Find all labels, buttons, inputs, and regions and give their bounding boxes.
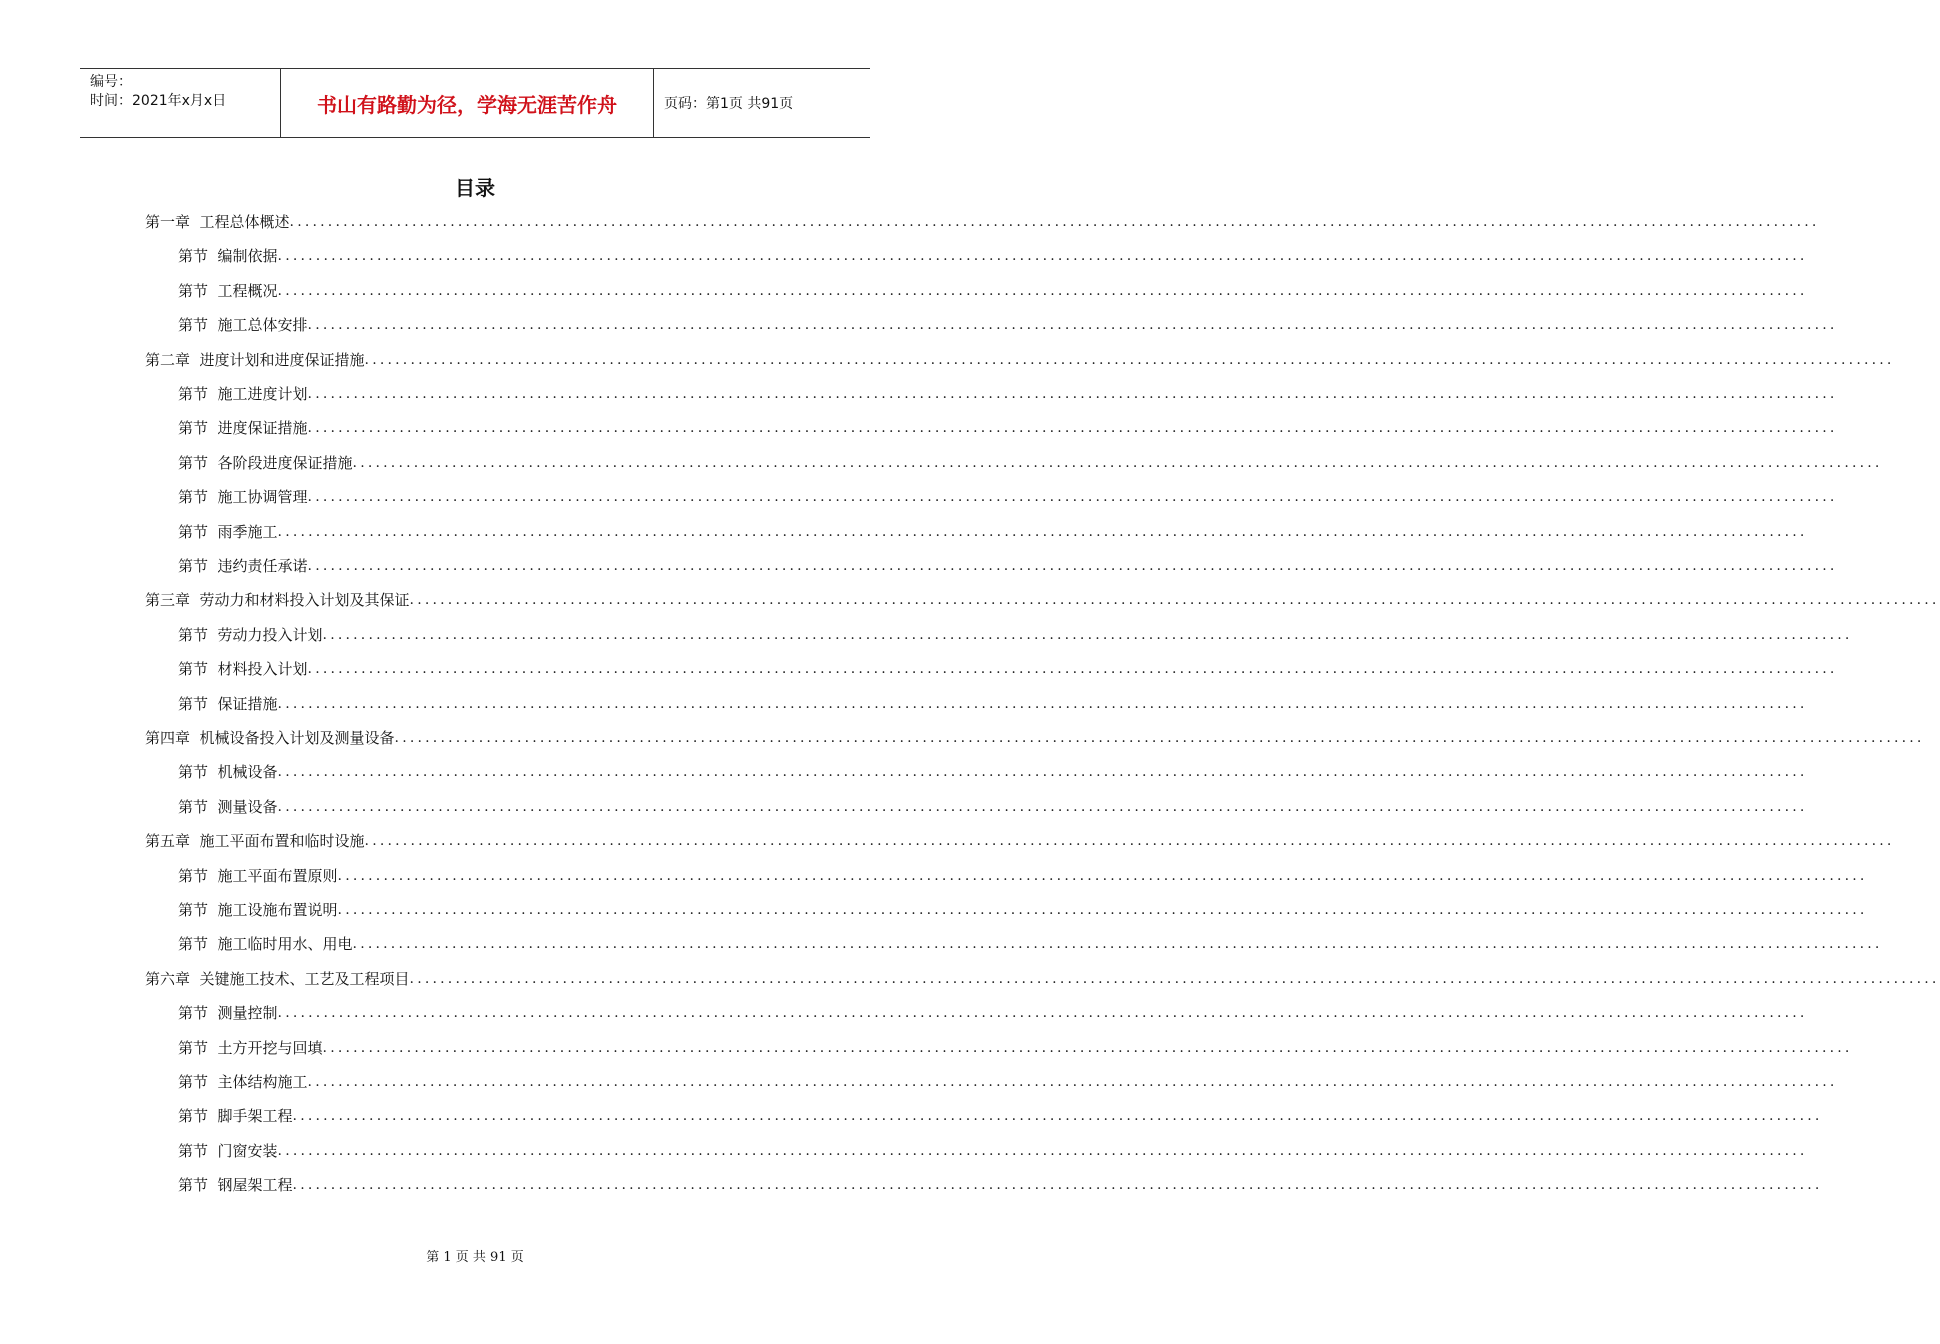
toc-dot-leader: ........................................................................................................................................................................................................ [277,248,1808,265]
toc-section-entry[interactable] [178,928,1883,954]
toc-entry-text: 第节 保证措施 [178,694,278,713]
toc-dot-leader: ........................................................................................................................................................................................................ [307,558,1838,574]
toc-dot-leader: ........................................................................................................................................................................................................ [322,1039,1853,1056]
toc-entry-text: 第五章 施工平面布置和临时设施 [145,832,365,851]
toc-section-entry[interactable] [178,619,1853,645]
header-page-info: 页码：第1页 共91页 [664,96,794,112]
toc-entry-text: 第节 劳动力投入计划 [178,625,323,644]
toc-section-entry[interactable] [178,550,1838,576]
toc-dot-leader: ........................................................................................................................................................................................................ [307,317,1838,334]
toc-chapter-entry[interactable] [145,963,1940,989]
toc-entry-text: 第三章 劳动力和材料投入计划及其保证 [145,591,410,610]
toc-entry-text: 第节 脚手架工程 [178,1107,293,1126]
toc-dot-leader: ........................................................................................................................................................................................................ [277,282,1808,299]
toc-dot-leader: ........................................................................................................................................................................................................ [364,351,1895,368]
toc-entry-text: 第节 门窗安装 [178,1141,278,1160]
toc-section-entry[interactable] [178,447,1883,473]
toc-chapter-entry[interactable] [145,344,1895,370]
toc-section-entry[interactable] [178,481,1838,507]
document-time-label: 时间：2021年x月x日 [90,93,227,109]
toc-dot-leader: ........................................................................................................................................................................................................ [307,661,1838,678]
toc-dot-leader: ........................................................................................................................................................................................................ [352,936,1883,953]
toc-dot-leader: ........................................................................................................................................................................................................ [352,454,1883,471]
toc-dot-leader: ........................................................................................................................................................................................................ [292,1177,1823,1194]
toc-dot-leader: ........................................................................................................................................................................................................ [277,798,1808,815]
toc-entry-text: 第节 主体结构施工 [178,1073,308,1091]
toc-section-entry[interactable] [178,1032,1853,1058]
toc-dot-leader: ........................................................................................................................................................................................................ [307,386,1838,402]
toc-dot-leader: ........................................................................................................................................................................................................ [307,489,1838,506]
toc-title: 目录 [455,176,495,200]
toc-entry-text: 第节 编制依据 [178,247,278,266]
toc-entry-text: 第节 施工进度计划 [178,385,308,403]
toc-entry-text: 第六章 关键施工技术、工艺及工程项目 [145,969,410,988]
toc-dot-leader: ........................................................................................................................................................................................................ [322,626,1853,643]
toc-dot-leader: ........................................................................................................................................................................................................ [277,523,1808,540]
toc-entry-text: 第节 钢屋架工程 [178,1176,293,1195]
toc-dot-leader: ........................................................................................................................................................................................................ [394,730,1925,746]
toc-dot-leader: ........................................................................................................................................................................................................ [292,1108,1823,1125]
toc-entry-text: 第节 工程概况 [178,281,278,300]
toc-entry-text: 第四章 机械设备投入计划及测量设备 [145,729,395,747]
toc-dot-leader: ........................................................................................................................................................................................................ [337,902,1868,918]
toc-section-entry[interactable] [178,1100,1823,1126]
toc-entry-text: 第节 违约责任承诺 [178,557,308,575]
toc-section-entry[interactable] [178,997,1808,1023]
toc-chapter-entry[interactable] [145,206,1820,232]
toc-dot-leader: ........................................................................................................................................................................................................ [409,970,1940,987]
toc-entry-text: 第节 机械设备 [178,763,278,782]
toc-chapter-entry[interactable] [145,825,1895,851]
toc-section-entry[interactable] [178,516,1808,542]
toc-entry-text: 第节 施工平面布置原则 [178,866,338,885]
toc-entry-text: 第节 各阶段进度保证措施 [178,453,353,472]
toc-entry-text: 第节 土方开挖与回填 [178,1038,323,1057]
toc-dot-leader: ........................................................................................................................................................................................................ [289,214,1820,230]
toc-dot-leader: ........................................................................................................................................................................................................ [277,1005,1808,1022]
toc-dot-leader: ........................................................................................................................................................................................................ [364,833,1895,850]
toc-entry-text: 第节 进度保证措施 [178,419,308,438]
toc-section-entry[interactable] [178,653,1838,679]
document-number-label: 编号： [90,74,132,90]
toc-chapter-entry[interactable] [145,584,1940,610]
toc-dot-leader: ........................................................................................................................................................................................................ [277,695,1808,712]
toc-section-entry[interactable] [178,1169,1823,1195]
toc-entry-text: 第二章 进度计划和进度保证措施 [145,350,365,369]
toc-entry-text: 第节 施工设施布置说明 [178,901,338,919]
toc-entry-text: 第节 施工总体安排 [178,316,308,335]
toc-section-entry[interactable] [178,240,1808,266]
toc-section-entry[interactable] [178,1066,1838,1092]
toc-entry-text: 第节 测量控制 [178,1004,278,1023]
toc-section-entry[interactable] [178,894,1868,920]
header-meta [80,69,280,137]
toc-section-entry[interactable] [178,378,1838,404]
toc-dot-leader: ........................................................................................................................................................................................................ [409,592,1940,609]
toc-dot-leader: ........................................................................................................................................................................................................ [277,764,1808,781]
toc-section-entry[interactable] [178,275,1808,301]
toc-entry-text: 第节 施工协调管理 [178,488,308,507]
toc-dot-leader: ........................................................................................................................................................................................................ [277,1142,1808,1159]
page-header [80,68,870,138]
toc-section-entry[interactable] [178,1135,1808,1161]
toc-chapter-entry[interactable] [145,722,1925,748]
toc-entry-text: 第节 施工临时用水、用电 [178,935,353,954]
toc-entry-text: 第一章 工程总体概述 [145,213,290,231]
toc-entry-text: 第节 材料投入计划 [178,660,308,679]
toc-section-entry[interactable] [178,309,1838,335]
header-motto: 书山有路勤为径，学海无涯苦作舟 [280,69,654,137]
toc-dot-leader: ........................................................................................................................................................................................................ [337,867,1868,884]
page-footer: 第 1 页 共 91 页 [426,1250,524,1265]
toc-entry-text: 第节 测量设备 [178,797,278,816]
toc-section-entry[interactable] [178,791,1808,817]
toc-entry-text: 第节 雨季施工 [178,522,278,541]
toc-dot-leader: ........................................................................................................................................................................................................ [307,1074,1838,1090]
toc-section-entry[interactable] [178,688,1808,714]
toc-section-entry[interactable] [178,860,1868,886]
toc-dot-leader: ........................................................................................................................................................................................................ [307,420,1838,437]
toc-section-entry[interactable] [178,756,1808,782]
toc-section-entry[interactable] [178,412,1838,438]
